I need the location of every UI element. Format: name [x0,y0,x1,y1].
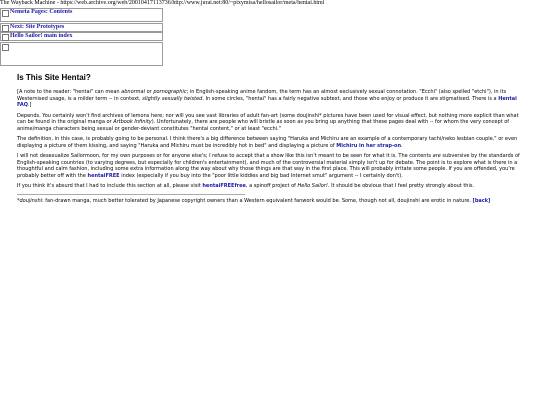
emphasis: slightly sexually twisted [142,95,203,102]
broken-image-icon [2,34,9,41]
text: , a spinoff project of [245,183,298,189]
nav-main-index-box[interactable] [0,32,163,41]
emphasis: doujinshi [19,197,43,204]
depends-paragraph [17,113,525,133]
text: ). Unfortunately, there are people who will bristle as soon as you bring up anything that these pages deal with -- for whom the very concept of anime/manga characters being sexual or gender-deviant constitutes "hentai content," or at least "ecchi." [17,119,510,132]
nav-next-link[interactable]: Next: Site Prototypes [10,24,65,30]
emphasis: are [432,153,441,159]
nav-main-index-link[interactable]: Hello Sailor! main index [10,33,73,39]
text: index (especially if you buy into the "poor little kiddies and big bad Internet smut" argument -- I certainly don't). [119,172,403,179]
broken-image-icon [2,10,9,17]
text: . It should be obvious that I feel pretty strongly about this. [327,183,475,189]
hentai-faq-link[interactable]: Hentai FAQ [17,95,517,108]
emphasis: abnormal [121,89,146,95]
nav-contents-link[interactable]: Nemeta Pages: Contents [10,9,73,15]
hentaifree-link[interactable]: hentaiFREE [87,172,120,179]
emphasis: Artbook Infinity [113,119,152,125]
text: : fan-drawn manga, much better tolerated by Japanese copyright owners than a Western equivalent fanwork would be. Some, though not all, doujinshi are erotic in nature. [42,197,473,204]
text: I will not desexualize Sailormoon, for my own purposes or for anyone else's; I refuse to accept that a show like this isn't meant to be seen for what it is. The contents [17,153,433,159]
text: subversive by the standards of English-speaking countries (to varying degrees, but especially for children's entertainment), and much of the controversial material simply isn't up for debate. The point is to explore what is there in a thoughtful and calm fashion, including some extra information along the way about why those things are that way in the first place. This will probably irritate some people. If you are offended, you're probably better off with the [17,153,520,179]
page-title: Is This Site Hentai? [17,73,91,82]
text: [A note to the reader: "hentai" can mean [17,89,122,95]
text: Depends. You certainly won't find archives of lemons here; nor will you see vast libraries of adult fan-art (some doujinshi* pictures have been used for visual effect, but nothing more explicit than what can be found in the original manga or [17,112,519,125]
text: .] [27,102,32,108]
text: The definition, in this case, is probably going to be personal. I think there's a big difference between saying "Haruka and Michiru are an example of a contemporary tachi/neko lesbian couple," or even displaying a picture of them kissing, and saying "Haruka and Michiru must be incredibly hot in bed" and displaying a picture of [17,136,518,149]
absurd-paragraph [17,183,525,190]
text: ; in English-speaking anime fandom, the term has an almost exclusively sexual connotation. "Ecchi" (also spelled "etchi"), in its Westernised usage, is a milder term -- in context, [17,89,507,102]
nav-contents-box[interactable] [0,8,163,22]
text: . [401,142,403,149]
hentaifreefree-link[interactable]: hentaiFREEfree [202,183,246,189]
broken-image-icon [2,44,9,51]
desexualize-paragraph [17,153,525,179]
main-content [17,73,525,208]
intro-note-paragraph [17,89,525,109]
emphasis: Hello Sailor! [297,183,328,189]
text: . In some circles, "hentai" has a fairly negative subtext, and those who enjoy or produce it are stigmatised. There is a [202,95,499,102]
footnote [17,198,525,205]
text: or [145,89,154,95]
nav-next-box[interactable] [0,23,163,32]
text: If you think it's absurd that I had to include this section at all, please visit [17,183,203,189]
definition-paragraph [17,136,525,149]
emphasis: pornographic [153,89,187,95]
text: * [17,197,20,204]
wayback-header: The Wayback Machine - https://web.archive.org/web/20010417113736/http://www.jurai.net:80/~pixymisa/hellosailor/meta/hentai.html [0,0,325,6]
nav-image-box [0,42,163,66]
michiru-strap-on-link[interactable]: Michiru in her strap-on [336,142,402,149]
broken-image-icon [2,25,9,32]
divider [17,194,245,195]
back-link[interactable]: [back] [472,197,491,204]
